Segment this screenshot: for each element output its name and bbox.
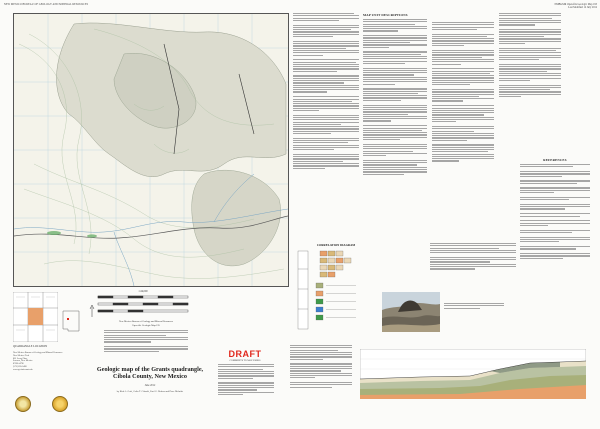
scale-label: 1:24,000 <box>138 290 148 293</box>
geologic-map-graphic <box>14 14 288 286</box>
map-date: June 2012 <box>144 384 156 387</box>
references-title: REFERENCES <box>543 158 567 162</box>
quadrangle-location-map <box>13 292 58 342</box>
correlation-diagram <box>296 243 376 338</box>
field-photo <box>382 292 440 332</box>
correlation-title: CORRELATION DIAGRAM <box>316 243 356 247</box>
header-meta <box>554 3 597 10</box>
cross-section <box>360 349 586 399</box>
discussion-column <box>293 13 359 238</box>
draft-stamp: DRAFT <box>228 349 262 359</box>
unit-descriptions-column-3 <box>499 13 561 153</box>
header-publisher: NEW MEXICO BUREAU OF GEOLOGY AND MINERAL RESOURCES <box>4 3 89 6</box>
header-series: NMBGMR Open-file Geologic Map 195 <box>554 3 597 6</box>
map-authors: by Kirk A. Goff, Colin T. Cikoski, Paul G. Drakos and Dave Mcbride <box>116 390 184 393</box>
scale-bars-graphic <box>88 293 198 319</box>
map-title-line-1: Geologic map of the Grants quadrangle, <box>96 366 204 373</box>
bureau-line-2: New Mexico Tech <box>13 354 30 357</box>
correlation-chart <box>296 249 376 339</box>
publisher-line: New Mexico Bureau of Geology and Mineral Resources <box>119 320 173 323</box>
series-line: Open-file Geologic Map 195 <box>132 324 160 327</box>
map-title-line-2: Cibola County, New Mexico <box>113 373 187 380</box>
bureau-line-6: [575] 835-5490 <box>13 365 27 368</box>
bureau-line-5: 87801-4796 <box>13 363 24 366</box>
draft-comments-text <box>218 364 274 414</box>
disclaimer-text <box>104 330 188 360</box>
unit-descriptions-column-2 <box>432 22 494 237</box>
scale-bar-block <box>88 290 198 324</box>
bureau-line-3: 801 Leroy Place <box>13 357 28 360</box>
unit-descriptions-column-1 <box>363 13 427 243</box>
bureau-line-1: New Mexico Bureau of Geology and Mineral Resources <box>13 352 63 354</box>
photo-caption <box>444 303 504 313</box>
bureau-seal-logo <box>15 396 31 412</box>
draft-subtitle: COMMENTS TO MAP USERS <box>229 359 261 362</box>
bureau-line-4: Socorro, New Mexico <box>13 360 33 363</box>
bureau-line-7: www.geoinfo.nmt.edu <box>13 368 33 371</box>
map-title <box>80 366 220 380</box>
header-modified: Last Modified 12 July 2012 <box>568 6 597 10</box>
state-seal-logo <box>52 396 68 412</box>
quadrangle-location-label: QUADRANGLE LOCATION <box>13 345 48 348</box>
state-outline-icon <box>62 310 80 332</box>
references-column <box>520 158 590 338</box>
bureau-address <box>13 352 73 372</box>
cross-section-graphic <box>360 349 586 399</box>
geologic-map-frame[interactable] <box>13 13 289 287</box>
mid-text-column <box>290 345 352 415</box>
lower-text-column <box>430 243 516 289</box>
location-grid-graphic <box>13 292 58 342</box>
unit-descriptions-title: MAP UNIT DESCRIPTIONS <box>363 13 408 17</box>
landscape-photo-graphic <box>382 292 440 332</box>
